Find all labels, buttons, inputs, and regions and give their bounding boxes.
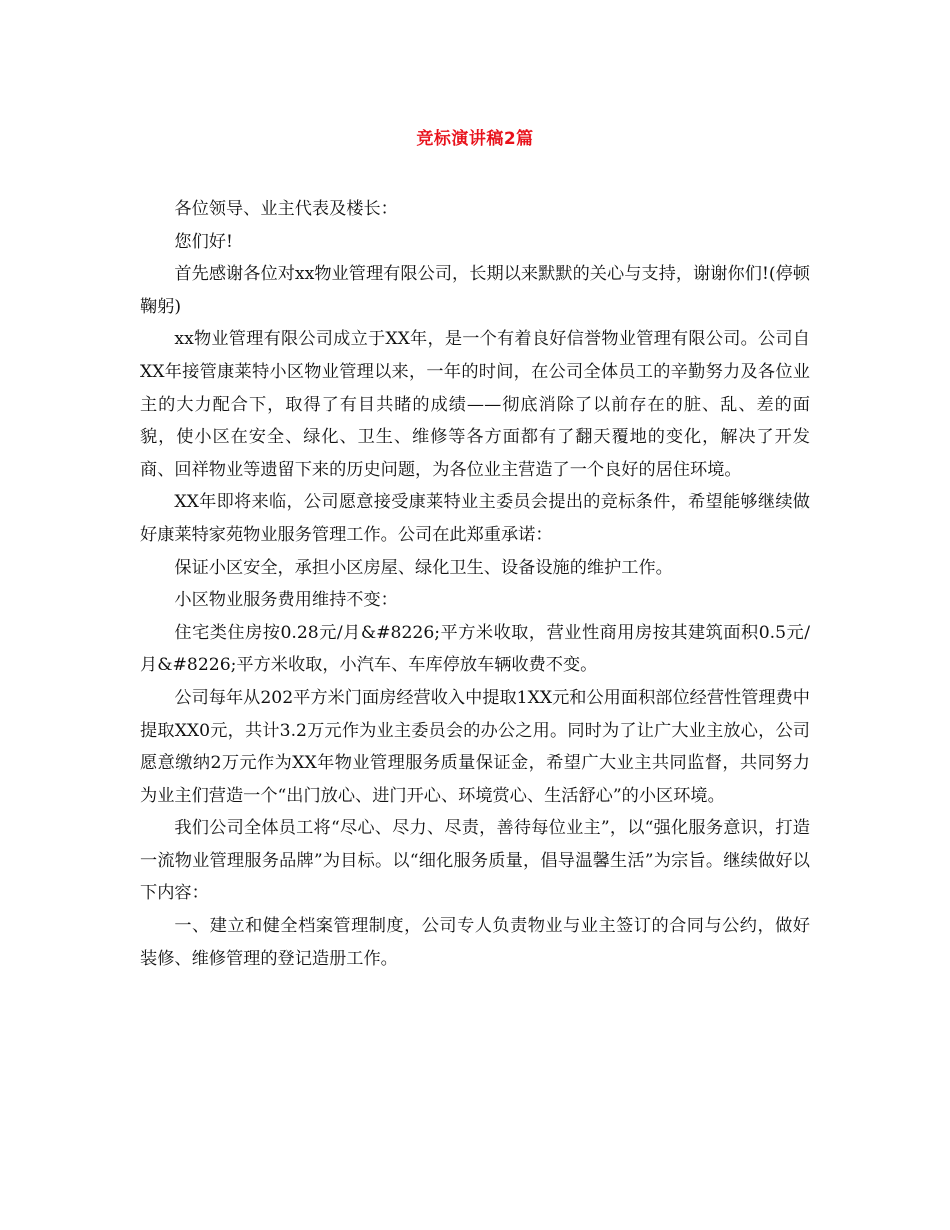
- paragraph-goals: 我们公司全体员工将“尽心、尽力、尽责，善待每位业主”，以“强化服务意识，打造一流物业管理服务品牌”为目标。以“细化服务质量，倡导温馨生活”为宗旨。继续做好以下内容：: [140, 818, 810, 904]
- paragraph-bid-commitment: XX年即将来临，公司愿意接受康莱特业主委员会提出的竞标条件，希望能够继续做好康莱特家苑物业服务管理工作。公司在此郑重承诺：: [140, 492, 810, 545]
- paragraph-item-one: 一、建立和健全档案管理制度，公司专人负责物业与业主签订的合同与公约，做好装修、维修管理的登记造册工作。: [140, 916, 810, 969]
- paragraph-company-intro: xx物业管理有限公司成立于XX年，是一个有着良好信誉物业管理有限公司。公司自XX年接管康莱特小区物业管理以来，一年的时间，在公司全体员工的辛勤努力及各位业主的大力配合下，取得了有目共睹的成绩——彻底消除了以前存在的脏、乱、差的面貌，使小区在安全、绿化、卫生、维修等各方面都有了翻天覆地的变化，解决了开发商、回祥物业等遗留下来的历史问题，为各位业主营造了一个良好的居住环境。: [140, 329, 810, 480]
- paragraph-hello: 您们好!: [174, 231, 233, 252]
- document-title: 竞标演讲稿2篇: [416, 129, 534, 149]
- paragraph-fees-unchanged: 小区物业服务费用维持不变：: [174, 590, 398, 611]
- paragraph-thanks: 首先感谢各位对xx物业管理有限公司，长期以来默默的关心与支持，谢谢你们!(停顿鞠躬): [140, 264, 810, 317]
- paragraph-fee-rates: 住宅类住房按0.28元/月&#8226;平方米收取，营业性商用房按其建筑面积0.5元/月&#8226;平方米收取，小汽车、车库停放车辆收费不变。: [140, 622, 810, 676]
- paragraph-safety: 保证小区安全，承担小区房屋、绿化卫生、设备设施的维护工作。: [174, 557, 673, 578]
- document-body: [140, 193, 810, 975]
- paragraph-greeting: 各位领导、业主代表及楼长：: [174, 199, 398, 219]
- paragraph-funding: 公司每年从202平方米门面房经营收入中提取1XX元和公用面积部位经营性管理费中提取XX0元，共计3.2万元作为业主委员会的办公之用。同时为了让广大业主放心，公司愿意缴纳2万元作为XX年物业管理服务质量保证金，希望广大业主共同监督，共同努力为业主们营造一个“出门放心、进门开心、环境赏心、生活舒心”的小区环境。: [140, 687, 810, 806]
